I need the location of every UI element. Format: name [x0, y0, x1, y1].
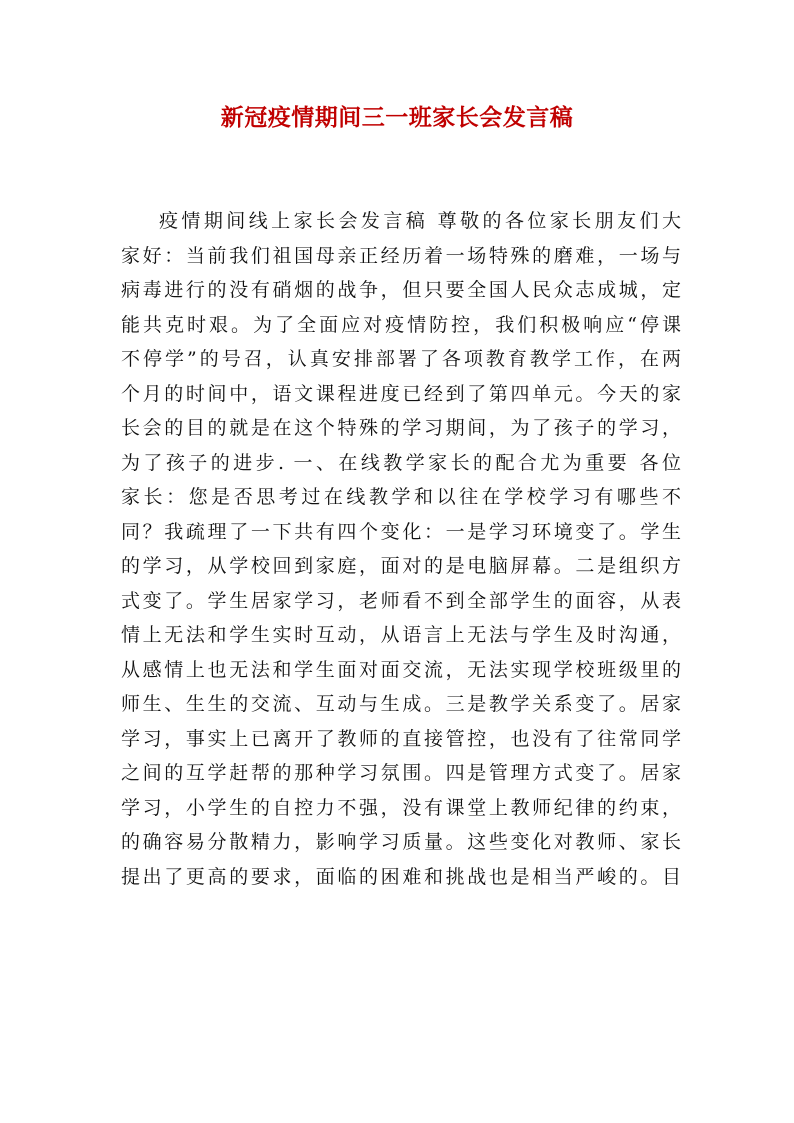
- body-line: 之间的互学赶帮的那种学习氛围。四是管理方式变了。居家: [121, 762, 681, 784]
- body-line: 能共克时艰。为了全面应对疫情防控，我们积极响应“停课: [121, 313, 681, 336]
- body-line: 情上无法和学生实时互动，从语言上无法与学生及时沟通，: [121, 624, 681, 646]
- body-line: 家好：当前我们祖国母亲正经历着一场特殊的磨难，一场与: [121, 244, 681, 267]
- document-title: 新冠疫情期间三一班家长会发言稿: [220, 104, 574, 131]
- body-line: 个月的时间中，语文课程进度已经到了第四单元。今天的家: [121, 382, 681, 405]
- body-line: 疫情期间线上家长会发言稿 尊敬的各位家长朋友们大: [159, 210, 681, 232]
- body-line: 提出了更高的要求，面临的困难和挑战也是相当严峻的。目: [121, 865, 681, 888]
- body-line: 同？我疏理了一下共有四个变化：一是学习环境变了。学生: [121, 520, 681, 543]
- body-line: 师生、生生的交流、互动与生成。三是教学关系变了。居家: [121, 693, 681, 715]
- body-line: 式变了。学生居家学习，老师看不到全部学生的面容，从表: [121, 589, 681, 612]
- body-line: 的学习，从学校回到家庭，面对的是电脑屏幕。二是组织方: [121, 555, 681, 577]
- body-line: 不停学”的号召，认真安排部署了各项教育教学工作，在两: [121, 348, 681, 370]
- body-line: 病毒进行的没有硝烟的战争，但只要全国人民众志成城，定: [121, 279, 681, 301]
- document-body: [121, 204, 681, 894]
- body-line: 的确容易分散精力，影响学习质量。这些变化对教师、家长: [121, 831, 681, 853]
- body-line: 学习，事实上已离开了教师的直接管控，也没有了往常同学: [121, 727, 681, 750]
- body-line: 为了孩子的进步. 一、在线教学家长的配合尤为重要 各位: [121, 451, 681, 474]
- body-line: 学习，小学生的自控力不强，没有课堂上教师纪律的约束，: [121, 796, 681, 819]
- body-line: 从感情上也无法和学生面对面交流，无法实现学校班级里的: [121, 658, 681, 681]
- body-line: 家长：您是否思考过在线教学和以往在学校学习有哪些不: [121, 486, 681, 508]
- body-line: 长会的目的就是在这个特殊的学习期间，为了孩子的学习，: [121, 417, 681, 439]
